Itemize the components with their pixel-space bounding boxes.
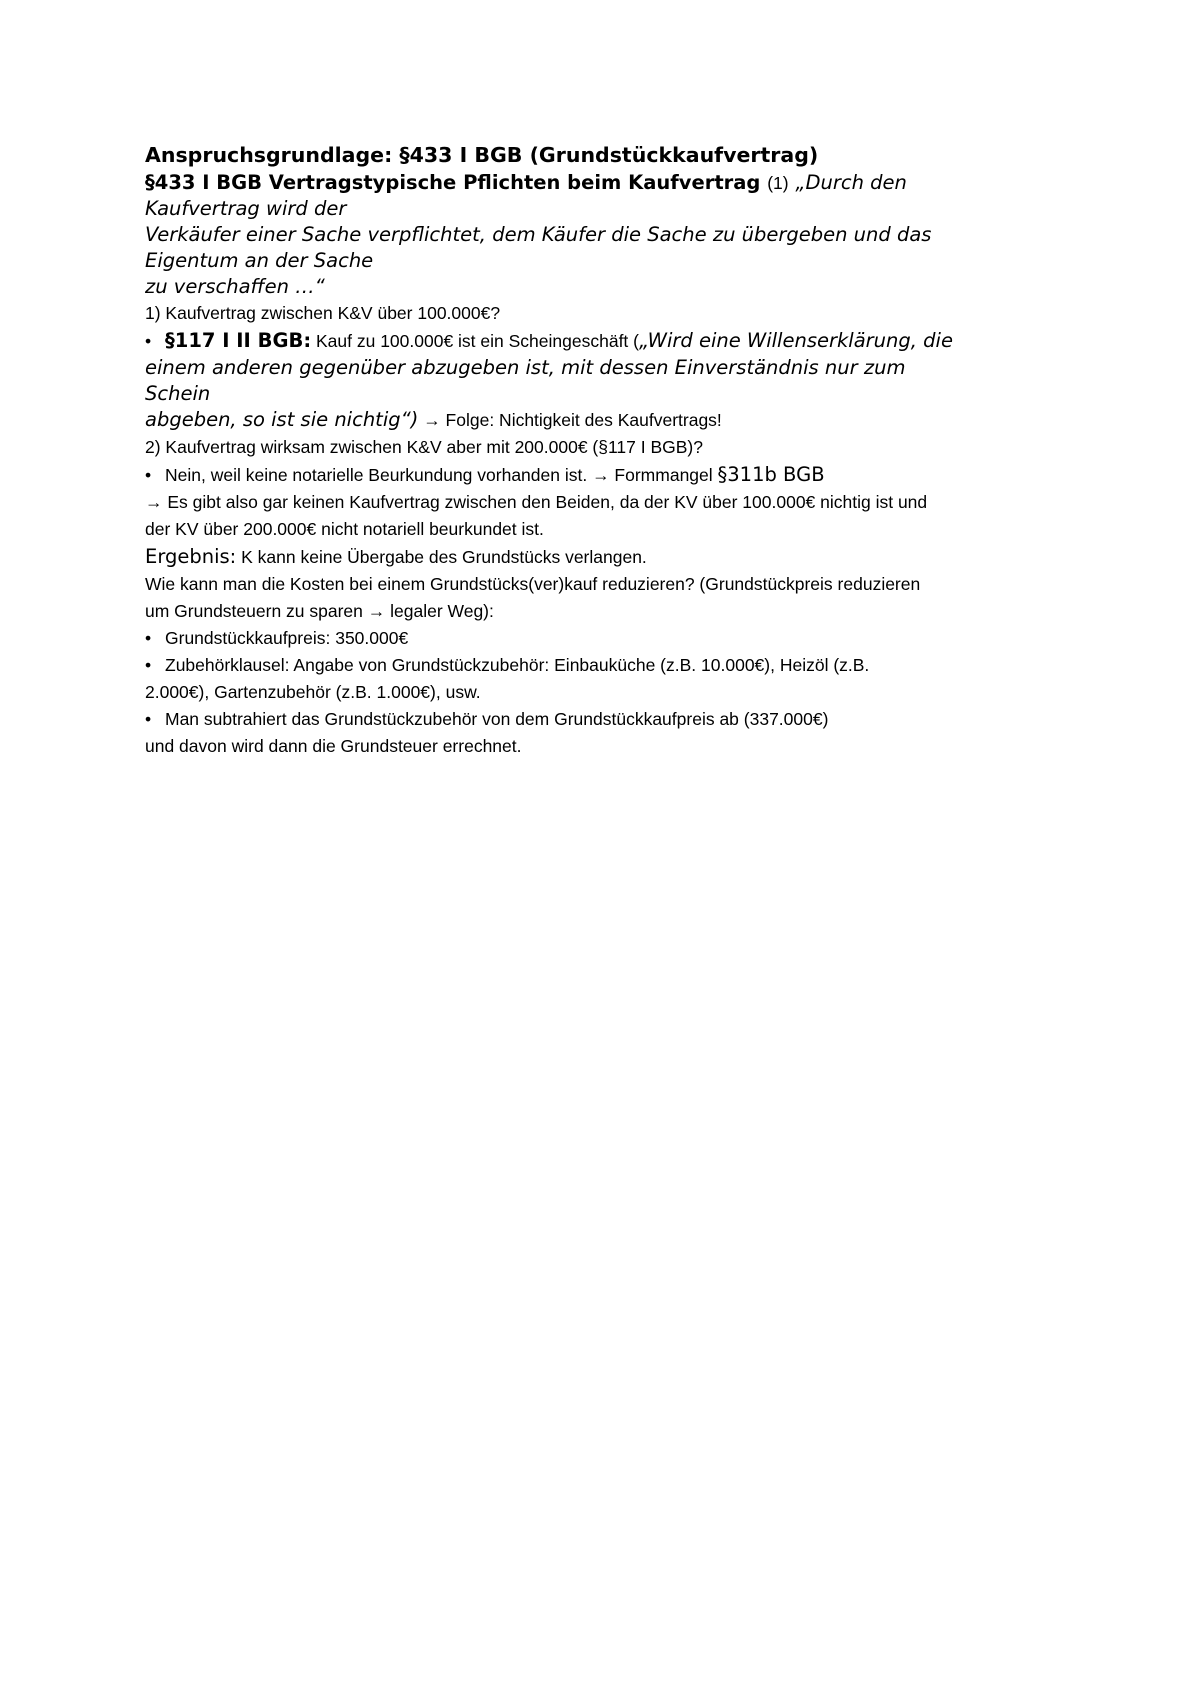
section-heading: §433 I BGB Vertragstypische Pflichten beim Kaufvertrag <box>145 171 761 194</box>
final-line: und davon wird dann die Grundsteuer errechnet. <box>145 736 522 756</box>
question-2: 2) Kaufvertrag wirksam zwischen K&V aber mit 200.000€ (§117 I BGB)? <box>145 437 703 457</box>
result-text: K kann keine Übergabe des Grundstücks verlangen. <box>236 547 647 567</box>
conclusion-line-1: → Es gibt also gar keinen Kaufvertrag zwischen den Beiden, da der KV über 100.000€ nichtig ist und <box>145 492 928 512</box>
quote-117-line-3: Schein <box>145 382 211 405</box>
quote-line-5: zu verschaffen …“ <box>145 275 325 298</box>
question-1: 1) Kaufvertrag zwischen K&V über 100.000€? <box>145 303 501 323</box>
quote-117-line-4 <box>145 407 1075 434</box>
bullet-icon: • <box>145 655 152 675</box>
result-line <box>145 543 1075 571</box>
cost-question-line-2: um Grundsteuern zu sparen → legaler Weg): <box>145 601 494 621</box>
consequence-text: → Folge: Nichtigkeit des Kaufvertrags! <box>418 410 722 430</box>
conclusion-line-2: der KV über 200.000€ nicht notariell beurkundet ist. <box>145 519 544 539</box>
bullet-117 <box>145 327 1075 355</box>
list-item <box>145 706 1075 733</box>
quote-line-2: Kaufvertrag wird der <box>145 197 347 220</box>
quote-line-3: Verkäufer einer Sache verpflichtet, dem Käufer die Sache zu übergeben und das <box>145 223 932 246</box>
bullet-icon: • <box>145 331 152 351</box>
document-title: Anspruchsgrundlage: §433 I BGB (Grundstückkaufvertrag) <box>145 143 819 167</box>
list-item-text: Man subtrahiert das Grundstückzubehör von dem Grundstückkaufpreis ab (337.000€) <box>165 709 829 729</box>
section-heading-line <box>145 170 1075 196</box>
bullet-icon: • <box>145 628 152 648</box>
section-117-label: §117 I II BGB: <box>165 329 312 352</box>
list-item <box>145 625 1075 652</box>
section-311b-ref: §311b BGB <box>717 463 825 486</box>
result-label: Ergebnis: <box>145 545 237 568</box>
quote-117-part-1: „Wird eine Willenserklärung, die <box>638 329 953 352</box>
quote-117-part-4: abgeben, so ist sie nichtig“) <box>145 408 419 431</box>
quote-part-1: „Durch den <box>795 171 907 194</box>
list-item <box>145 652 1075 679</box>
bullet-icon: • <box>145 709 152 729</box>
quote-117-line-2: einem anderen gegenüber abzugeben ist, mit dessen Einverständnis nur zum <box>145 356 906 379</box>
list-item-text: Zubehörklausel: Angabe von Grundstückzubehör: Einbauküche (z.B. 10.000€), Heizöl (z.B. <box>165 655 870 675</box>
list-item-text: Grundstückkaufpreis: 350.000€ <box>165 628 409 648</box>
bullet-icon: • <box>145 465 152 485</box>
cost-question-line-1: Wie kann man die Kosten bei einem Grundstücks(ver)kauf reduzieren? (Grundstückpreis reduzieren <box>145 574 921 594</box>
document-page <box>145 140 1075 760</box>
list-item-continuation: 2.000€), Gartenzubehör (z.B. 1.000€), usw. <box>145 682 481 702</box>
quote-line-4: Eigentum an der Sache <box>145 249 374 272</box>
bullet-311-text: Nein, weil keine notarielle Beurkundung vorhanden ist. → Formmangel <box>165 465 718 485</box>
paragraph-marker: (1) <box>767 173 789 193</box>
bullet-311 <box>145 461 1075 489</box>
bullet-117-text: Kauf zu 100.000€ ist ein Scheingeschäft ( <box>311 331 639 351</box>
